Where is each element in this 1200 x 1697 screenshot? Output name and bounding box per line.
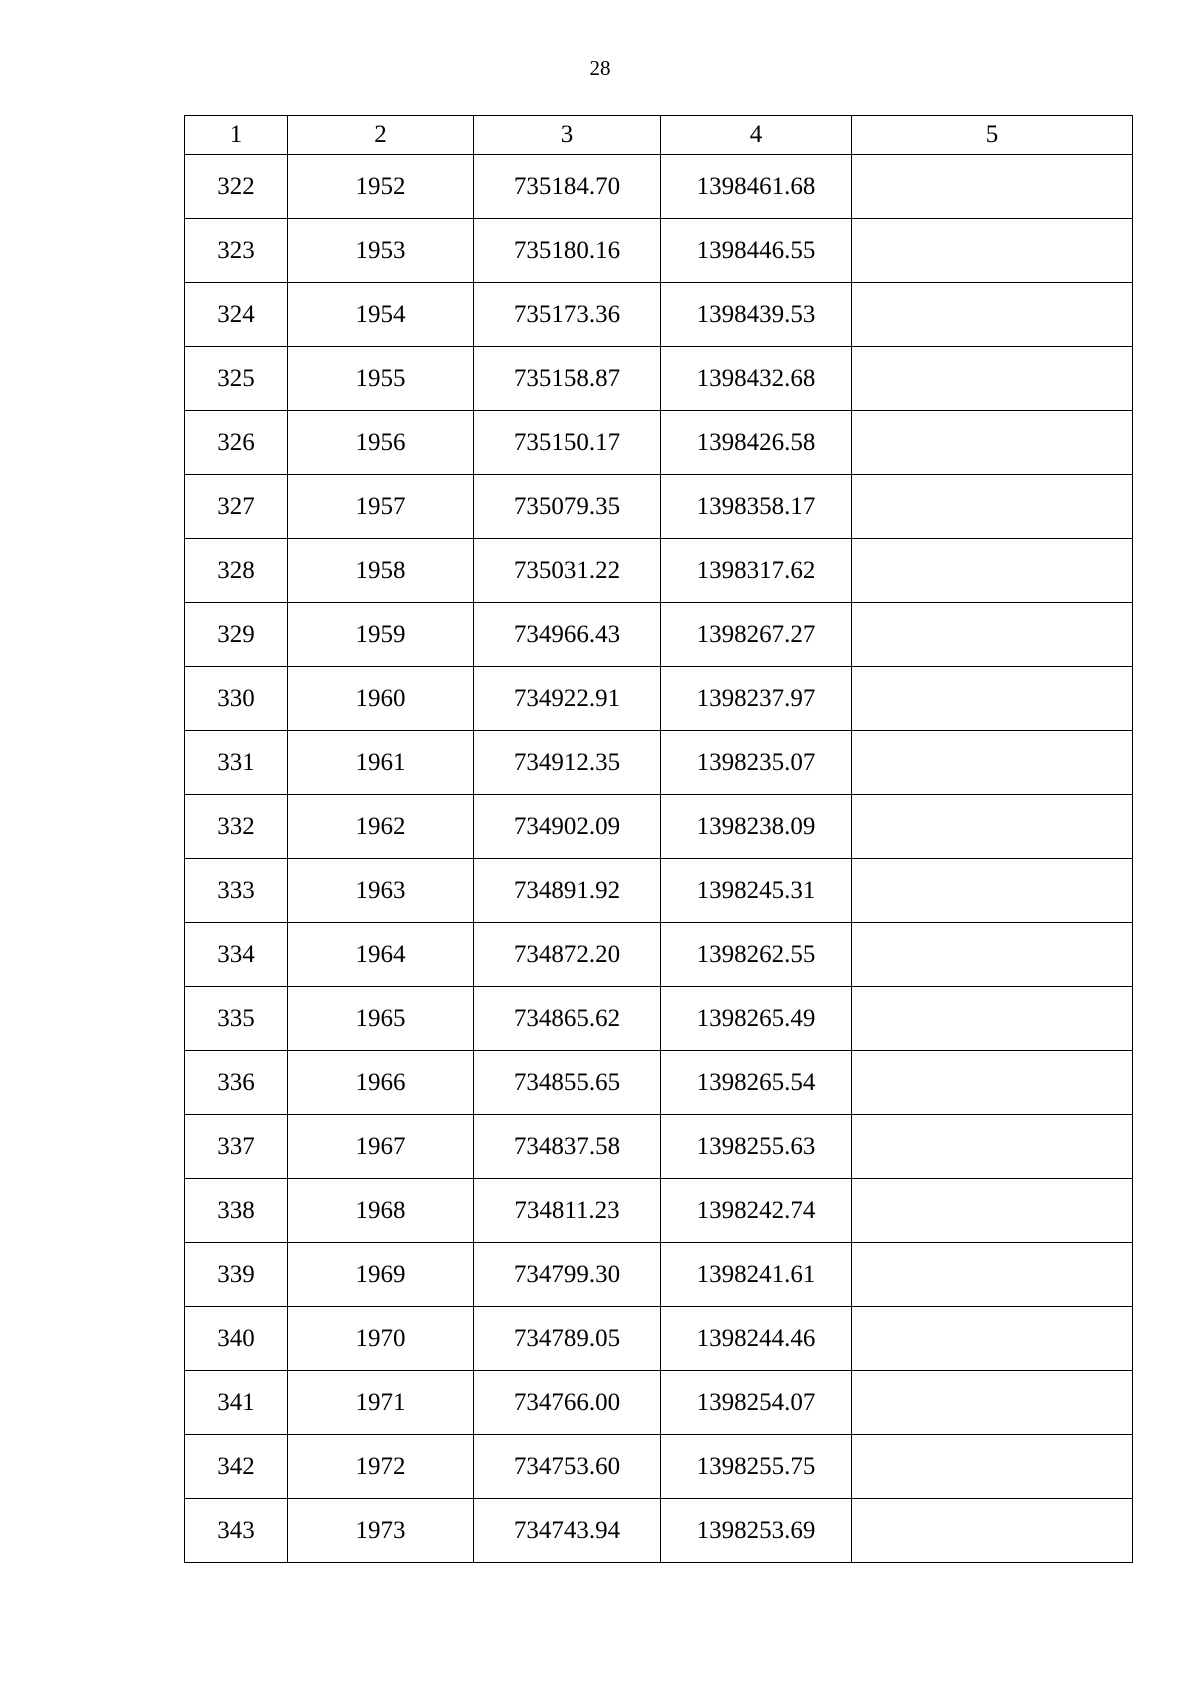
table-row xyxy=(185,859,1133,923)
note-cell xyxy=(852,1243,1133,1307)
y-coordinate-cell: 1398238.09 xyxy=(661,795,852,859)
table-row xyxy=(185,539,1133,603)
table-row xyxy=(185,1435,1133,1499)
x-coordinate-cell: 734766.00 xyxy=(474,1371,661,1435)
point-number-cell: 1966 xyxy=(288,1051,474,1115)
note-cell xyxy=(852,795,1133,859)
table-row xyxy=(185,1051,1133,1115)
row-number-cell: 325 xyxy=(185,347,288,411)
point-number-cell: 1965 xyxy=(288,987,474,1051)
column-header-2: 2 xyxy=(288,116,474,155)
point-number-cell: 1959 xyxy=(288,603,474,667)
y-coordinate-cell: 1398267.27 xyxy=(661,603,852,667)
x-coordinate-cell: 734743.94 xyxy=(474,1499,661,1563)
x-coordinate-cell: 735150.17 xyxy=(474,411,661,475)
row-number-cell: 335 xyxy=(185,987,288,1051)
table-row xyxy=(185,923,1133,987)
row-number-cell: 323 xyxy=(185,219,288,283)
y-coordinate-cell: 1398255.63 xyxy=(661,1115,852,1179)
x-coordinate-cell: 734855.65 xyxy=(474,1051,661,1115)
table-row xyxy=(185,283,1133,347)
row-number-cell: 330 xyxy=(185,667,288,731)
x-coordinate-cell: 734753.60 xyxy=(474,1435,661,1499)
note-cell xyxy=(852,1179,1133,1243)
y-coordinate-cell: 1398242.74 xyxy=(661,1179,852,1243)
row-number-cell: 324 xyxy=(185,283,288,347)
table-row xyxy=(185,347,1133,411)
x-coordinate-cell: 734922.91 xyxy=(474,667,661,731)
note-cell xyxy=(852,1371,1133,1435)
note-cell xyxy=(852,667,1133,731)
page-number: 28 xyxy=(589,56,611,80)
x-coordinate-cell: 734799.30 xyxy=(474,1243,661,1307)
column-header-3: 3 xyxy=(474,116,661,155)
y-coordinate-cell: 1398241.61 xyxy=(661,1243,852,1307)
row-number-cell: 339 xyxy=(185,1243,288,1307)
table-row xyxy=(185,1115,1133,1179)
row-number-cell: 331 xyxy=(185,731,288,795)
row-number-cell: 332 xyxy=(185,795,288,859)
column-header-4: 4 xyxy=(661,116,852,155)
note-cell xyxy=(852,859,1133,923)
table-row xyxy=(185,987,1133,1051)
note-cell xyxy=(852,1051,1133,1115)
table-row xyxy=(185,1499,1133,1563)
row-number-cell: 336 xyxy=(185,1051,288,1115)
row-number-cell: 322 xyxy=(185,155,288,219)
row-number-cell: 343 xyxy=(185,1499,288,1563)
row-number-cell: 337 xyxy=(185,1115,288,1179)
table-row xyxy=(185,1179,1133,1243)
x-coordinate-cell: 734902.09 xyxy=(474,795,661,859)
row-number-cell: 327 xyxy=(185,475,288,539)
point-number-cell: 1971 xyxy=(288,1371,474,1435)
point-number-cell: 1967 xyxy=(288,1115,474,1179)
note-cell xyxy=(852,1499,1133,1563)
y-coordinate-cell: 1398461.68 xyxy=(661,155,852,219)
y-coordinate-cell: 1398446.55 xyxy=(661,219,852,283)
x-coordinate-cell: 734872.20 xyxy=(474,923,661,987)
row-number-cell: 340 xyxy=(185,1307,288,1371)
point-number-cell: 1968 xyxy=(288,1179,474,1243)
y-coordinate-cell: 1398432.68 xyxy=(661,347,852,411)
row-number-cell: 328 xyxy=(185,539,288,603)
y-coordinate-cell: 1398439.53 xyxy=(661,283,852,347)
y-coordinate-cell: 1398317.62 xyxy=(661,539,852,603)
y-coordinate-cell: 1398358.17 xyxy=(661,475,852,539)
point-number-cell: 1964 xyxy=(288,923,474,987)
point-number-cell: 1970 xyxy=(288,1307,474,1371)
point-number-cell: 1969 xyxy=(288,1243,474,1307)
table-row xyxy=(185,219,1133,283)
note-cell xyxy=(852,347,1133,411)
x-coordinate-cell: 734865.62 xyxy=(474,987,661,1051)
note-cell xyxy=(852,987,1133,1051)
note-cell xyxy=(852,539,1133,603)
table-row xyxy=(185,795,1133,859)
point-number-cell: 1958 xyxy=(288,539,474,603)
x-coordinate-cell: 735180.16 xyxy=(474,219,661,283)
y-coordinate-cell: 1398253.69 xyxy=(661,1499,852,1563)
point-number-cell: 1963 xyxy=(288,859,474,923)
row-number-cell: 329 xyxy=(185,603,288,667)
table-row xyxy=(185,1371,1133,1435)
row-number-cell: 333 xyxy=(185,859,288,923)
x-coordinate-cell: 734912.35 xyxy=(474,731,661,795)
y-coordinate-cell: 1398237.97 xyxy=(661,667,852,731)
y-coordinate-cell: 1398255.75 xyxy=(661,1435,852,1499)
x-coordinate-cell: 734837.58 xyxy=(474,1115,661,1179)
point-number-cell: 1952 xyxy=(288,155,474,219)
x-coordinate-cell: 734966.43 xyxy=(474,603,661,667)
table-row xyxy=(185,475,1133,539)
table-row xyxy=(185,731,1133,795)
row-number-cell: 341 xyxy=(185,1371,288,1435)
table-row xyxy=(185,667,1133,731)
x-coordinate-cell: 735158.87 xyxy=(474,347,661,411)
x-coordinate-cell: 734811.23 xyxy=(474,1179,661,1243)
point-number-cell: 1954 xyxy=(288,283,474,347)
y-coordinate-cell: 1398245.31 xyxy=(661,859,852,923)
y-coordinate-cell: 1398235.07 xyxy=(661,731,852,795)
x-coordinate-cell: 734789.05 xyxy=(474,1307,661,1371)
y-coordinate-cell: 1398265.49 xyxy=(661,987,852,1051)
note-cell xyxy=(852,1115,1133,1179)
point-number-cell: 1961 xyxy=(288,731,474,795)
point-number-cell: 1956 xyxy=(288,411,474,475)
x-coordinate-cell: 735079.35 xyxy=(474,475,661,539)
coordinates-table xyxy=(184,115,1133,1563)
note-cell xyxy=(852,731,1133,795)
point-number-cell: 1962 xyxy=(288,795,474,859)
point-number-cell: 1960 xyxy=(288,667,474,731)
y-coordinate-cell: 1398244.46 xyxy=(661,1307,852,1371)
x-coordinate-cell: 735031.22 xyxy=(474,539,661,603)
table-header-row xyxy=(185,116,1133,155)
x-coordinate-cell: 734891.92 xyxy=(474,859,661,923)
point-number-cell: 1955 xyxy=(288,347,474,411)
note-cell xyxy=(852,475,1133,539)
table-row xyxy=(185,155,1133,219)
note-cell xyxy=(852,219,1133,283)
note-cell xyxy=(852,1435,1133,1499)
point-number-cell: 1953 xyxy=(288,219,474,283)
table-row xyxy=(185,1243,1133,1307)
column-header-1: 1 xyxy=(185,116,288,155)
row-number-cell: 326 xyxy=(185,411,288,475)
x-coordinate-cell: 735184.70 xyxy=(474,155,661,219)
note-cell xyxy=(852,411,1133,475)
table-row xyxy=(185,411,1133,475)
row-number-cell: 334 xyxy=(185,923,288,987)
x-coordinate-cell: 735173.36 xyxy=(474,283,661,347)
y-coordinate-cell: 1398254.07 xyxy=(661,1371,852,1435)
table-row xyxy=(185,1307,1133,1371)
note-cell xyxy=(852,603,1133,667)
y-coordinate-cell: 1398426.58 xyxy=(661,411,852,475)
note-cell xyxy=(852,283,1133,347)
row-number-cell: 338 xyxy=(185,1179,288,1243)
point-number-cell: 1957 xyxy=(288,475,474,539)
y-coordinate-cell: 1398262.55 xyxy=(661,923,852,987)
note-cell xyxy=(852,1307,1133,1371)
note-cell xyxy=(852,155,1133,219)
point-number-cell: 1973 xyxy=(288,1499,474,1563)
column-header-5: 5 xyxy=(852,116,1133,155)
row-number-cell: 342 xyxy=(185,1435,288,1499)
note-cell xyxy=(852,923,1133,987)
table-row xyxy=(185,603,1133,667)
point-number-cell: 1972 xyxy=(288,1435,474,1499)
y-coordinate-cell: 1398265.54 xyxy=(661,1051,852,1115)
table-body xyxy=(185,155,1133,1563)
